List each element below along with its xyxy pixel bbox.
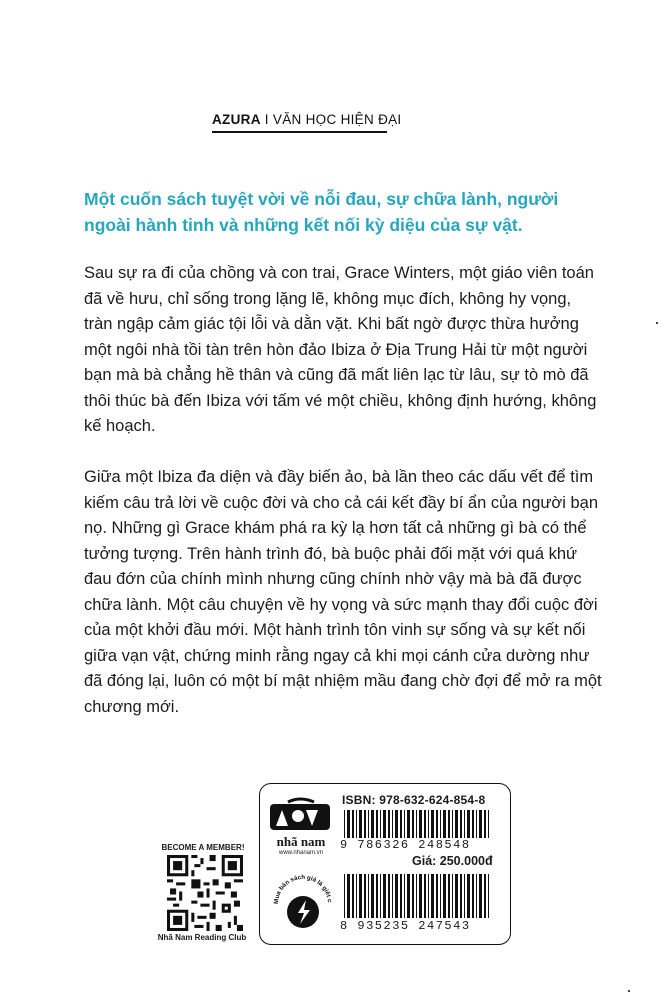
membership-qr-block [157, 843, 250, 942]
anti-piracy-slogan: Mua bán sách giả là giết c [272, 874, 333, 905]
series-brand: AZURA [212, 112, 261, 127]
trim-mark [628, 990, 630, 992]
synopsis-paragraph-1: Sau sự ra đi của chồng và con trai, Grace Winters, một giáo viên toán đã về hưu, chỉ sống trong lặng lẽ, không mục đích, không hy vọng, tràn ngập cảm giác tội lỗi và dằn vặt. Khi bất ngờ được thừa hưởng một ngôi nhà tồi tàn trên hòn đảo Ibiza ở Địa Trung Hải từ một người bạn mà bà chẳng hề thân và cũng đã mất liên lạc từ lâu, sự tò mò đã thôi thúc bà đến Ibiza với tấm vé một chiều, không định hướng, không kế hoạch. [84, 264, 597, 435]
trim-mark [656, 322, 658, 324]
series-label [212, 112, 401, 127]
anti-piracy-seal-icon [268, 864, 338, 934]
publisher-name: nhã nam [276, 834, 326, 849]
isbn-label: ISBN: 978-632-624-854-8 [342, 793, 486, 807]
qr-code-icon[interactable] [167, 855, 243, 931]
price-label: Giá: 250.000đ [412, 854, 493, 868]
product-barcode-digits: 8 935235 247543 [340, 919, 471, 933]
isbn-barcode-digits: 9 786326 248548 [340, 838, 471, 852]
tagline: Một cuốn sách tuyệt vời về nỗi đau, sự chữa lành, người ngoài hành tinh và những kết nối kỳ diệu của sự vật. [84, 189, 559, 235]
qr-caption: Nhã Nam Reading Club [157, 933, 247, 942]
synopsis-paragraph-2: Giữa một Ibiza đa diện và đầy biến ảo, bà lần theo các dấu vết để tìm kiếm câu trả lời về cuộc đời và cho cả cái kết đầy bí ẩn của người bạn nọ. Những gì Grace khám phá ra kỳ lạ hơn tất cả những gì bà có thể tưởng tượng. Trên hành trình đó, bà buộc phải đối mặt với quá khứ đau đớn của chính mình nhưng cũng chính nhờ vậy mà bà đã được chữa lành. Một câu chuyện về hy vọng và sức mạnh thay đổi cuộc đời của một khởi đầu mới. Một hành trình tôn vinh sự sống và sự kết nối giữa vạn vật, chứng minh rằng ngay cả khi mọi cánh cửa dường như đã đóng lại, luôn có một bí mật nhiệm mầu đang chờ đợi để mở ra một chương mới. [84, 468, 602, 716]
series-underline [212, 131, 387, 133]
isbn-barcode [342, 810, 494, 838]
publisher-logo-icon [268, 796, 332, 834]
publisher-website: www.nhanam.vn [278, 850, 324, 856]
qr-title: BECOME A MEMBER! [161, 843, 245, 852]
product-barcode [342, 874, 494, 918]
series-collection: VĂN HỌC HIỆN ĐẠI [272, 112, 402, 127]
series-separator: I [260, 112, 273, 127]
barcode-panel [259, 783, 511, 945]
